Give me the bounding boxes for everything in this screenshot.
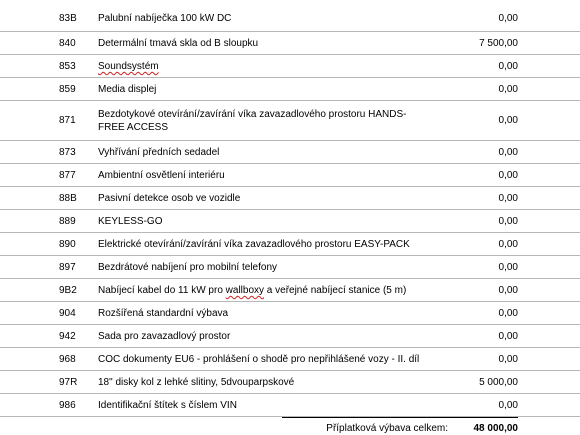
option-code: 968 bbox=[59, 354, 76, 365]
option-code: 890 bbox=[59, 239, 76, 250]
total-divider bbox=[282, 417, 518, 418]
option-description: Pasivní detekce osob ve vozidle bbox=[98, 193, 241, 204]
option-description: KEYLESS-GO bbox=[98, 216, 163, 227]
table-row bbox=[0, 279, 580, 302]
option-description: Sada pro zavazadlový prostor bbox=[98, 331, 231, 342]
option-description: Palubní nabíječka 100 kW DC bbox=[98, 13, 232, 24]
option-code: 83B bbox=[59, 13, 77, 24]
option-code: 859 bbox=[59, 84, 76, 95]
option-code: 986 bbox=[59, 400, 76, 411]
table-row bbox=[0, 371, 580, 394]
option-description: Determální tmavá skla od B sloupku bbox=[98, 38, 259, 49]
option-description: Ambientní osvětlení interiéru bbox=[98, 170, 225, 181]
option-price: 0,00 bbox=[498, 61, 518, 72]
option-price: 0,00 bbox=[498, 13, 518, 24]
option-code: 904 bbox=[59, 308, 76, 319]
option-description bbox=[98, 60, 428, 73]
table-row bbox=[0, 187, 580, 210]
table-row bbox=[0, 233, 580, 256]
table-row bbox=[0, 141, 580, 164]
option-code: 840 bbox=[59, 38, 76, 49]
table-row bbox=[0, 32, 580, 55]
table-row bbox=[0, 101, 580, 141]
option-code: 88B bbox=[59, 193, 77, 204]
option-description: COC dokumenty EU6 - prohlášení o shodě pro nepřihlášené vozy - II. díl bbox=[98, 354, 420, 365]
table-row bbox=[0, 55, 580, 78]
description-part: a veřejné nabíjecí stanice (5 m) bbox=[264, 285, 407, 296]
table-row bbox=[0, 256, 580, 279]
option-price: 0,00 bbox=[498, 147, 518, 158]
option-description: Media displej bbox=[98, 84, 157, 95]
option-code: 97R bbox=[59, 377, 78, 388]
option-price: 0,00 bbox=[498, 262, 518, 273]
option-price: 0,00 bbox=[498, 84, 518, 95]
option-price: 0,00 bbox=[498, 239, 518, 250]
table-row bbox=[0, 0, 580, 32]
option-description: Bezdrátové nabíjení pro mobilní telefony bbox=[98, 262, 277, 273]
option-price: 0,00 bbox=[498, 331, 518, 342]
total-label: Příplatková výbava celkem: bbox=[326, 423, 448, 434]
option-description bbox=[98, 284, 428, 297]
option-code: 873 bbox=[59, 147, 76, 158]
option-description: Elektrické otevírání/zavírání víka zavazadlového prostoru EASY-PACK bbox=[98, 239, 410, 250]
option-price: 7 500,00 bbox=[479, 38, 518, 49]
option-description: Bezdotykové otevírání/zavírání víka zavazadlového prostoru HANDS-FREE ACCESS bbox=[98, 109, 407, 133]
option-price: 0,00 bbox=[498, 285, 518, 296]
option-description: Identifikační štítek s číslem VIN bbox=[98, 400, 237, 411]
option-price: 5 000,00 bbox=[479, 377, 518, 388]
table-row bbox=[0, 348, 580, 371]
option-price: 0,00 bbox=[498, 354, 518, 365]
total-value: 48 000,00 bbox=[473, 423, 518, 434]
table-row bbox=[0, 325, 580, 348]
option-description: 18" disky kol z lehké slitiny, 5dvouparpskové bbox=[98, 377, 295, 388]
table-row bbox=[0, 210, 580, 233]
option-description: Vyhřívání předních sedadel bbox=[98, 147, 220, 158]
table-row bbox=[0, 164, 580, 187]
option-price: 0,00 bbox=[498, 400, 518, 411]
spellcheck-flagged-word: Soundsystém bbox=[98, 61, 159, 72]
option-price: 0,00 bbox=[498, 216, 518, 227]
table-row bbox=[0, 394, 580, 417]
option-price: 0,00 bbox=[498, 170, 518, 181]
option-price: 0,00 bbox=[498, 115, 518, 126]
spellcheck-flagged-word: wallboxy bbox=[225, 285, 265, 296]
option-code: 853 bbox=[59, 61, 76, 72]
option-price: 0,00 bbox=[498, 193, 518, 204]
option-price: 0,00 bbox=[498, 308, 518, 319]
total-row bbox=[0, 417, 580, 435]
table-row bbox=[0, 302, 580, 325]
description-part: Nabíjecí kabel do 11 kW pro bbox=[98, 285, 226, 296]
option-code: 897 bbox=[59, 262, 76, 273]
option-code: 889 bbox=[59, 216, 76, 227]
option-description: Rozšířená standardní výbava bbox=[98, 308, 229, 319]
option-code: 942 bbox=[59, 331, 76, 342]
table-row bbox=[0, 78, 580, 101]
option-code: 877 bbox=[59, 170, 76, 181]
option-code: 871 bbox=[59, 115, 76, 126]
option-code: 9B2 bbox=[59, 285, 77, 296]
